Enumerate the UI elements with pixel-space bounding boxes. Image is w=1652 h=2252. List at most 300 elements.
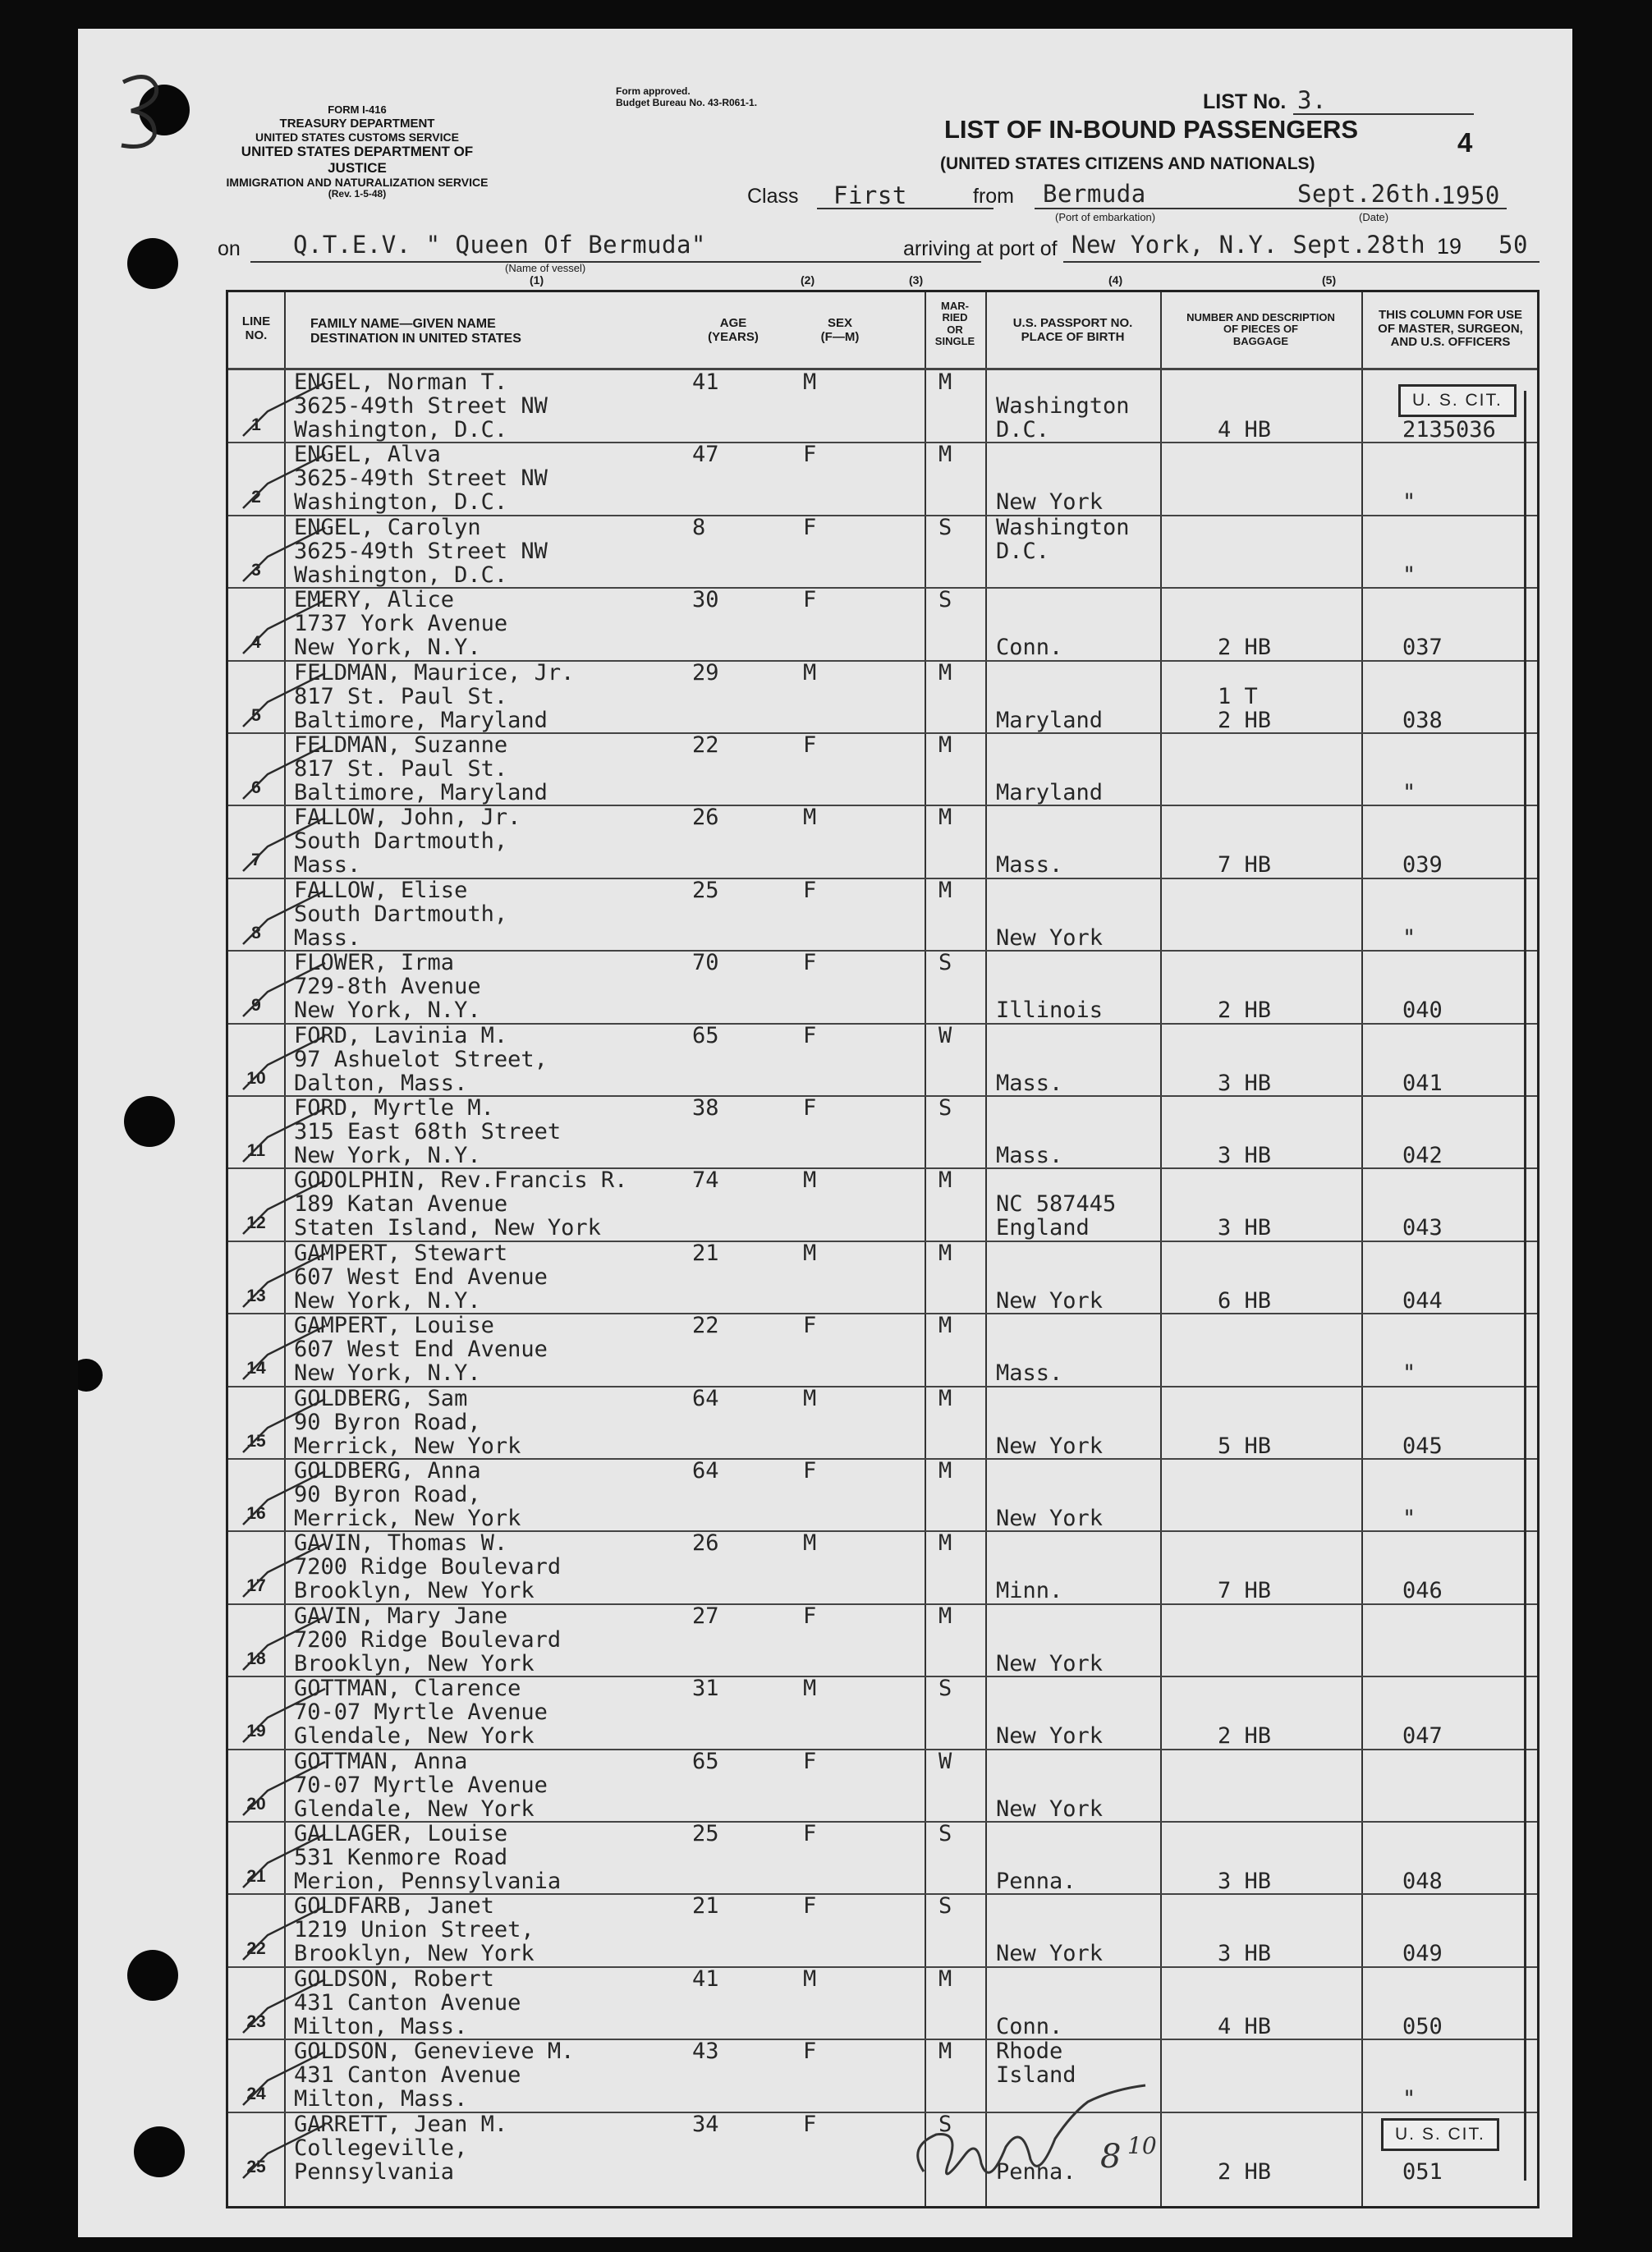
page-subtitle: (UNITED STATES CITIZENS AND NATIONALS) bbox=[940, 154, 1315, 173]
age-value: 21 bbox=[692, 1240, 719, 1266]
passport-line: New York bbox=[996, 1433, 1104, 1459]
table-row bbox=[228, 370, 1537, 443]
line-number: 5 bbox=[251, 705, 261, 725]
age-value: 41 bbox=[692, 1965, 719, 1992]
age-value: 22 bbox=[692, 1313, 719, 1339]
passport-line: Washington bbox=[996, 514, 1130, 540]
name-line: GOTTMAN, Anna bbox=[294, 1748, 468, 1774]
treasury-label: TREASURY DEPARTMENT bbox=[279, 116, 435, 131]
form-number: FORM I-416 bbox=[328, 103, 387, 116]
passport-line: Island bbox=[996, 2062, 1076, 2089]
name-line: ENGEL, Alva bbox=[294, 442, 441, 468]
sex-value: F bbox=[803, 1821, 817, 1846]
baggage-line: 3 HB bbox=[1218, 1941, 1272, 1967]
table-row bbox=[228, 1531, 1537, 1603]
name-line: 90 Byron Road, bbox=[294, 1409, 481, 1435]
handwritten-mark bbox=[115, 70, 172, 152]
name-line: GOLDBERG, Sam bbox=[294, 1385, 468, 1411]
arriving-label: arriving at port of bbox=[903, 237, 1058, 260]
col-baggage: NUMBER AND DESCRIPTION OF PIECES OF BAGGAGE bbox=[1186, 311, 1335, 347]
age-value: 8 bbox=[692, 514, 706, 540]
passport-line: Maryland bbox=[996, 780, 1104, 805]
name-line: 70-07 Myrtle Avenue bbox=[294, 1699, 548, 1726]
name-line: GAVIN, Thomas W. bbox=[294, 1530, 508, 1557]
married-value: S bbox=[938, 2111, 952, 2137]
officer-value: 046 bbox=[1402, 1578, 1443, 1604]
name-line: 607 West End Avenue bbox=[294, 1337, 548, 1363]
officer-value: 039 bbox=[1402, 852, 1443, 878]
name-line: 3625-49th Street NW bbox=[294, 466, 548, 492]
married-value: M bbox=[938, 1458, 952, 1484]
table-row bbox=[228, 1604, 1537, 1676]
col-line-no: LINE NO. bbox=[241, 314, 271, 342]
check-mark bbox=[235, 1612, 333, 1678]
line-number: 4 bbox=[251, 633, 261, 653]
passport-line: England bbox=[996, 1215, 1090, 1241]
name-line: 315 East 68th Street bbox=[294, 1119, 562, 1144]
check-mark bbox=[235, 1104, 333, 1170]
table-row bbox=[228, 1241, 1537, 1314]
binder-hole bbox=[78, 1359, 103, 1392]
name-line: Dalton, Mass. bbox=[294, 1070, 468, 1096]
officer-value: 042 bbox=[1402, 1143, 1443, 1168]
officer-value: " bbox=[1402, 489, 1416, 516]
col-sex: SEX (F—M) bbox=[820, 316, 860, 344]
name-line: Baltimore, Maryland bbox=[294, 780, 548, 805]
line-number: 20 bbox=[246, 1794, 266, 1814]
officer-value: 043 bbox=[1402, 1215, 1443, 1241]
page-title: LIST OF IN-BOUND PASSENGERS bbox=[944, 115, 1359, 144]
married-value: S bbox=[938, 1821, 952, 1846]
age-value: 25 bbox=[692, 1821, 719, 1846]
from-label: from bbox=[973, 185, 1014, 208]
age-value: 34 bbox=[692, 2111, 719, 2137]
table-row bbox=[228, 733, 1537, 805]
age-value: 30 bbox=[692, 587, 719, 613]
age-value: 26 bbox=[692, 805, 719, 831]
from-value: Bermuda bbox=[1043, 180, 1146, 208]
check-mark bbox=[235, 1758, 333, 1823]
arriving-value: New York, N.Y. Sept.28th bbox=[1072, 231, 1426, 259]
passport-line: New York bbox=[996, 1941, 1104, 1967]
check-mark bbox=[235, 1539, 333, 1605]
age-value: 21 bbox=[692, 1893, 719, 1919]
officer-value: 049 bbox=[1402, 1941, 1443, 1967]
table-row bbox=[228, 1387, 1537, 1459]
line-number: 3 bbox=[251, 560, 261, 580]
line-number: 19 bbox=[246, 1722, 266, 1741]
line-number: 17 bbox=[246, 1576, 266, 1596]
officer-value: " bbox=[1402, 780, 1416, 805]
date-value: Sept.26th. bbox=[1297, 180, 1445, 208]
budget-line: Budget Bureau No. 43-R061-1. bbox=[616, 96, 758, 108]
table-row bbox=[228, 516, 1537, 588]
check-mark bbox=[235, 524, 333, 589]
line-number: 18 bbox=[246, 1649, 266, 1668]
passport-line: Washington bbox=[996, 393, 1130, 419]
line-number: 10 bbox=[246, 1068, 266, 1088]
name-line: Glendale, New York bbox=[294, 1723, 535, 1750]
name-line: GOLDSON, Genevieve M. bbox=[294, 2039, 575, 2065]
name-line: GAVIN, Mary Jane bbox=[294, 1603, 508, 1629]
annotation-line bbox=[1524, 391, 1526, 2181]
sex-value: F bbox=[803, 1095, 817, 1121]
officer-value: 047 bbox=[1402, 1723, 1443, 1750]
passport-line: Conn. bbox=[996, 635, 1063, 661]
line-number: 14 bbox=[246, 1359, 266, 1378]
check-mark bbox=[235, 1322, 333, 1387]
name-line: Mass. bbox=[294, 924, 361, 951]
line-number: 25 bbox=[246, 2157, 266, 2176]
check-mark bbox=[235, 1250, 333, 1315]
date-year: 1950 bbox=[1441, 181, 1500, 209]
name-line: Milton, Mass. bbox=[294, 2013, 468, 2039]
passport-line: Illinois bbox=[996, 998, 1104, 1024]
married-value: M bbox=[938, 1965, 952, 1992]
handwritten-signature bbox=[899, 2057, 1195, 2221]
name-line: 7200 Ridge Boulevard bbox=[294, 1626, 562, 1653]
binder-hole bbox=[127, 238, 178, 289]
table-row bbox=[228, 2112, 1537, 2185]
class-line bbox=[817, 208, 993, 209]
passport-line: Mass. bbox=[996, 1360, 1063, 1387]
name-line: GOTTMAN, Clarence bbox=[294, 1676, 521, 1702]
baggage-line: 2 HB bbox=[1218, 707, 1272, 733]
passport-line: New York bbox=[996, 1650, 1104, 1676]
passport-line: Mass. bbox=[996, 1143, 1063, 1168]
list-number-label: LIST No. bbox=[1203, 90, 1287, 113]
name-line: FORD, Lavinia M. bbox=[294, 1022, 508, 1048]
age-value: 70 bbox=[692, 950, 719, 976]
col-name: FAMILY NAME—GIVEN NAME DESTINATION IN UNITED STATES bbox=[310, 317, 521, 346]
sex-value: F bbox=[803, 2111, 817, 2137]
name-line: FLOWER, Irma bbox=[294, 950, 455, 976]
line-number: 8 bbox=[251, 923, 261, 943]
age-value: 41 bbox=[692, 369, 719, 395]
name-line: 431 Canton Avenue bbox=[294, 2062, 521, 2089]
line-number: 22 bbox=[246, 1939, 266, 1959]
name-line: 729-8th Avenue bbox=[294, 974, 481, 1000]
column-number: (3) bbox=[909, 273, 924, 287]
baggage-line: 2 HB bbox=[1218, 1723, 1272, 1750]
name-line: ENGEL, Norman T. bbox=[294, 369, 508, 395]
name-line: New York, N.Y. bbox=[294, 635, 481, 661]
name-line: GAMPERT, Louise bbox=[294, 1313, 494, 1339]
column-number: (4) bbox=[1108, 273, 1123, 287]
age-value: 64 bbox=[692, 1458, 719, 1484]
table-row bbox=[228, 1894, 1537, 1966]
name-line: Staten Island, New York bbox=[294, 1215, 601, 1241]
name-line: South Dartmouth, bbox=[294, 828, 508, 855]
baggage-line: 7 HB bbox=[1218, 1578, 1272, 1604]
married-value: M bbox=[938, 732, 952, 758]
us-citizen-stamp: U. S. CIT. bbox=[1398, 384, 1517, 417]
passport-line: New York bbox=[996, 1506, 1104, 1531]
col-married: MAR- RIED OR SINGLE bbox=[934, 300, 975, 347]
check-mark bbox=[235, 596, 333, 662]
name-line: FORD, Myrtle M. bbox=[294, 1095, 494, 1121]
officer-value: 040 bbox=[1402, 998, 1443, 1024]
officer-value: 050 bbox=[1402, 2013, 1443, 2039]
name-line: Milton, Mass. bbox=[294, 2086, 468, 2112]
line-number: 13 bbox=[246, 1286, 266, 1305]
column-number: (5) bbox=[1322, 273, 1337, 287]
name-line: 607 West End Avenue bbox=[294, 1264, 548, 1290]
passport-line: Penna. bbox=[996, 2158, 1076, 2185]
table-row bbox=[228, 1168, 1537, 1241]
officer-value: 044 bbox=[1402, 1287, 1443, 1314]
married-value: M bbox=[938, 1385, 952, 1411]
officer-value: 037 bbox=[1402, 635, 1443, 661]
name-line: Merrick, New York bbox=[294, 1506, 521, 1531]
name-line: Washington, D.C. bbox=[294, 562, 508, 588]
name-line: New York, N.Y. bbox=[294, 998, 481, 1024]
baggage-line: 3 HB bbox=[1218, 1215, 1272, 1241]
officer-value: 051 bbox=[1402, 2158, 1443, 2185]
table-row bbox=[228, 1096, 1537, 1168]
sex-value: F bbox=[803, 1748, 817, 1774]
name-line: 1737 York Avenue bbox=[294, 611, 508, 637]
col-officers: THIS COLUMN FOR USE OF MASTER, SURGEON, AND U.S. OFFICERS bbox=[1378, 308, 1523, 349]
name-line: 189 Katan Avenue bbox=[294, 1191, 508, 1218]
name-line: Baltimore, Maryland bbox=[294, 707, 548, 733]
sex-value: F bbox=[803, 950, 817, 976]
name-line: 7200 Ridge Boulevard bbox=[294, 1554, 562, 1580]
married-value: S bbox=[938, 950, 952, 976]
passport-line: Mass. bbox=[996, 852, 1063, 878]
passport-line: Minn. bbox=[996, 1578, 1063, 1604]
age-value: 65 bbox=[692, 1022, 719, 1048]
age-value: 27 bbox=[692, 1603, 719, 1629]
name-line: GALLAGER, Louise bbox=[294, 1821, 508, 1846]
line-number: 6 bbox=[251, 778, 261, 797]
arriving-year-prefix: 19 bbox=[1437, 234, 1462, 259]
married-value: M bbox=[938, 2039, 952, 2065]
check-mark bbox=[235, 1032, 333, 1098]
passport-line: Conn. bbox=[996, 2013, 1063, 2039]
check-mark bbox=[235, 1685, 333, 1750]
passport-line: D.C. bbox=[996, 538, 1050, 564]
name-line: ENGEL, Carolyn bbox=[294, 514, 481, 540]
baggage-line: 5 HB bbox=[1218, 1433, 1272, 1459]
binder-hole bbox=[124, 1096, 175, 1147]
name-line: 70-07 Myrtle Avenue bbox=[294, 1772, 548, 1798]
line-number: 23 bbox=[246, 2011, 266, 2031]
sex-value: F bbox=[803, 587, 817, 613]
check-mark bbox=[235, 1395, 333, 1461]
passport-line: New York bbox=[996, 1287, 1104, 1314]
sex-value: F bbox=[803, 1893, 817, 1919]
line-number: 9 bbox=[251, 996, 261, 1016]
page-number: 4 bbox=[1457, 127, 1473, 158]
name-line: Collegeville, bbox=[294, 2135, 468, 2161]
married-value: S bbox=[938, 1676, 952, 1702]
married-value: M bbox=[938, 1167, 952, 1194]
name-line: Washington, D.C. bbox=[294, 417, 508, 443]
name-line: Brooklyn, New York bbox=[294, 1941, 535, 1967]
class-label: Class bbox=[747, 185, 799, 208]
name-line: Glendale, New York bbox=[294, 1796, 535, 1822]
class-value: First bbox=[833, 181, 907, 209]
arriving-line bbox=[1063, 261, 1540, 263]
manifest-page bbox=[78, 29, 1572, 2237]
check-mark bbox=[235, 378, 333, 444]
name-line: Washington, D.C. bbox=[294, 489, 508, 516]
passport-line: New York bbox=[996, 924, 1104, 951]
passport-line: New York bbox=[996, 1796, 1104, 1822]
vessel-caption: (Name of vessel) bbox=[505, 262, 586, 274]
svg-text:10: 10 bbox=[1127, 2132, 1157, 2159]
sex-value: M bbox=[803, 805, 817, 831]
name-line: FALLOW, John, Jr. bbox=[294, 805, 521, 831]
age-value: 25 bbox=[692, 877, 719, 903]
married-value: M bbox=[938, 1603, 952, 1629]
line-number: 21 bbox=[246, 1867, 266, 1886]
passenger-table bbox=[226, 290, 1540, 2208]
name-line: FELDMAN, Suzanne bbox=[294, 732, 508, 758]
baggage-line: 2 HB bbox=[1218, 2158, 1272, 2185]
table-row bbox=[228, 878, 1537, 951]
ins-label: IMMIGRATION AND NATURALIZATION SERVICE bbox=[226, 176, 489, 190]
sex-value: M bbox=[803, 1965, 817, 1992]
married-value: M bbox=[938, 805, 952, 831]
age-value: 65 bbox=[692, 1748, 719, 1774]
passport-line: Maryland bbox=[996, 707, 1104, 733]
sex-value: M bbox=[803, 1530, 817, 1557]
passport-line: Mass. bbox=[996, 1070, 1063, 1096]
col-passport: U.S. PASSPORT NO. PLACE OF BIRTH bbox=[1012, 316, 1133, 344]
line-number: 7 bbox=[251, 851, 261, 870]
officer-value: 038 bbox=[1402, 707, 1443, 733]
passport-line: New York bbox=[996, 1723, 1104, 1750]
date-line bbox=[1293, 208, 1507, 209]
port-caption: (Port of embarkation) bbox=[1055, 211, 1156, 223]
baggage-line: 4 HB bbox=[1218, 417, 1272, 443]
name-line: 3625-49th Street NW bbox=[294, 393, 548, 419]
baggage-line: 1 T bbox=[1218, 683, 1258, 709]
sex-value: M bbox=[803, 1167, 817, 1194]
age-value: 29 bbox=[692, 659, 719, 686]
check-mark bbox=[235, 887, 333, 952]
officer-value: " bbox=[1402, 1360, 1416, 1387]
date-caption: (Date) bbox=[1359, 211, 1389, 223]
married-value: M bbox=[938, 659, 952, 686]
name-line: Brooklyn, New York bbox=[294, 1578, 535, 1604]
baggage-line: 4 HB bbox=[1218, 2013, 1272, 2039]
name-line: 1219 Union Street, bbox=[294, 1917, 535, 1943]
line-number: 1 bbox=[251, 415, 261, 434]
sex-value: F bbox=[803, 732, 817, 758]
approval-block bbox=[616, 86, 757, 109]
name-line: GAMPERT, Stewart bbox=[294, 1240, 508, 1266]
check-mark bbox=[235, 1902, 333, 1968]
sex-value: F bbox=[803, 514, 817, 540]
us-citizen-stamp: U. S. CIT. bbox=[1381, 2118, 1499, 2151]
table-row bbox=[228, 2039, 1537, 2112]
married-value: S bbox=[938, 514, 952, 540]
baggage-line: 3 HB bbox=[1218, 1869, 1272, 1894]
name-line: Brooklyn, New York bbox=[294, 1650, 535, 1676]
name-line: GODOLPHIN, Rev.Francis R. bbox=[294, 1167, 628, 1194]
age-value: 26 bbox=[692, 1530, 719, 1557]
name-line: Merrick, New York bbox=[294, 1433, 521, 1459]
table-row bbox=[228, 588, 1537, 660]
married-value: S bbox=[938, 587, 952, 613]
married-value: S bbox=[938, 1095, 952, 1121]
arriving-year: 50 bbox=[1498, 231, 1528, 259]
vessel-value: Q.T.E.V. " Queen Of Bermuda" bbox=[293, 231, 706, 259]
officer-value: " bbox=[1402, 562, 1416, 588]
married-value: W bbox=[938, 1022, 952, 1048]
name-line: Merion, Pennsylvania bbox=[294, 1869, 562, 1894]
table-row bbox=[228, 1314, 1537, 1386]
passport-line: Penna. bbox=[996, 1869, 1076, 1894]
form-block bbox=[218, 104, 497, 200]
sex-value: F bbox=[803, 1313, 817, 1339]
name-line: Pennsylvania bbox=[294, 2158, 455, 2185]
binder-hole bbox=[127, 1950, 178, 2001]
married-value: M bbox=[938, 442, 952, 468]
name-line: New York, N.Y. bbox=[294, 1143, 481, 1168]
name-line: 531 Kenmore Road bbox=[294, 1845, 508, 1870]
name-line: 817 St. Paul St. bbox=[294, 756, 508, 782]
age-value: 43 bbox=[692, 2039, 719, 2065]
check-mark bbox=[235, 1467, 333, 1533]
revision-label: (Rev. 1-5-48) bbox=[328, 188, 387, 200]
on-label: on bbox=[218, 237, 241, 260]
vessel-line bbox=[250, 261, 981, 263]
line-number: 11 bbox=[246, 1141, 266, 1160]
baggage-line: 6 HB bbox=[1218, 1287, 1272, 1314]
table-row bbox=[228, 951, 1537, 1023]
customs-label: UNITED STATES CUSTOMS SERVICE bbox=[255, 131, 459, 144]
table-row bbox=[228, 661, 1537, 733]
column-number: (1) bbox=[530, 273, 544, 287]
table-row bbox=[228, 805, 1537, 878]
table-row bbox=[228, 1750, 1537, 1822]
sex-value: M bbox=[803, 659, 817, 686]
sex-value: F bbox=[803, 1022, 817, 1048]
line-number: 15 bbox=[246, 1431, 266, 1451]
age-value: 64 bbox=[692, 1385, 719, 1411]
name-line: GOLDSON, Robert bbox=[294, 1965, 494, 1992]
line-number: 2 bbox=[251, 488, 261, 507]
sex-value: M bbox=[803, 1385, 817, 1411]
name-line: 97 Ashuelot Street, bbox=[294, 1046, 548, 1072]
officer-value: " bbox=[1402, 924, 1416, 951]
name-line: FELDMAN, Maurice, Jr. bbox=[294, 659, 575, 686]
table-row bbox=[228, 1459, 1537, 1531]
table-row bbox=[228, 1676, 1537, 1749]
table-row bbox=[228, 1822, 1537, 1894]
baggage-line: 2 HB bbox=[1218, 998, 1272, 1024]
officer-value: 045 bbox=[1402, 1433, 1443, 1459]
col-age: AGE (YEARS) bbox=[708, 316, 759, 344]
line-number: 12 bbox=[246, 1213, 266, 1233]
name-line: New York, N.Y. bbox=[294, 1360, 481, 1387]
table-row bbox=[228, 443, 1537, 515]
check-mark bbox=[235, 669, 333, 735]
age-value: 22 bbox=[692, 732, 719, 758]
sex-value: F bbox=[803, 1458, 817, 1484]
officer-value: 2135036 bbox=[1402, 417, 1496, 443]
name-line: GOLDFARB, Janet bbox=[294, 1893, 494, 1919]
check-mark bbox=[235, 1975, 333, 2041]
binder-hole bbox=[134, 2126, 185, 2177]
name-line: Mass. bbox=[294, 852, 361, 878]
officer-value: 041 bbox=[1402, 1070, 1443, 1096]
list-number-value: 3. bbox=[1297, 86, 1327, 114]
